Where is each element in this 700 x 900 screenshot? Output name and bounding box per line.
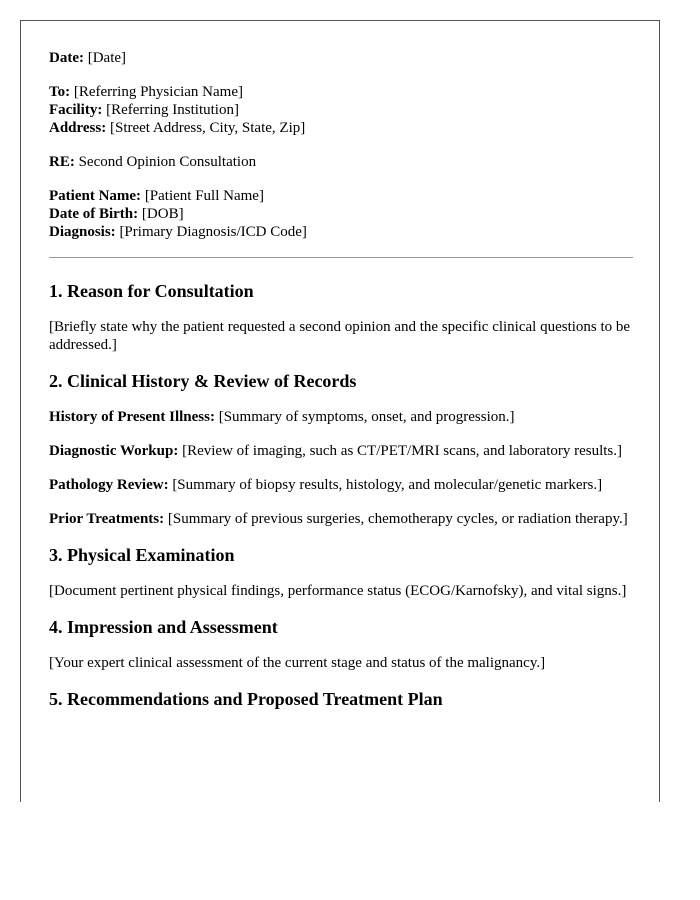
date-line	[49, 49, 633, 67]
letter-page	[20, 20, 660, 802]
prior-treatments-label: Prior Treatments:	[49, 511, 165, 527]
letter-content	[49, 49, 633, 710]
workup-value: [Review of imaging, such as CT/PET/MRI scans, and laboratory results.]	[182, 443, 623, 459]
prior-treatments-value: [Summary of previous surgeries, chemotherapy cycles, or radiation therapy.]	[167, 511, 628, 527]
pathology-paragraph	[49, 476, 633, 494]
diagnosis-line	[49, 223, 633, 241]
section-1-title: 1. Reason for Consultation	[49, 281, 254, 301]
section-1-body: [Briefly state why the patient requested a second opinion and the specific clinical questions to be addressed.]	[49, 319, 631, 353]
date-label: Date:	[49, 50, 84, 66]
facility-label: Facility:	[49, 102, 103, 118]
address-value: [Street Address, City, State, Zip]	[109, 120, 306, 136]
re-label: RE:	[49, 154, 75, 170]
section-4-title: 4. Impression and Assessment	[49, 617, 278, 637]
to-value: [Referring Physician Name]	[73, 84, 243, 100]
section-3-title: 3. Physical Examination	[49, 545, 235, 565]
facility-line	[49, 101, 633, 119]
dob-line	[49, 205, 633, 223]
diagnosis-label: Diagnosis:	[49, 224, 116, 240]
dob-value: [DOB]	[141, 206, 184, 222]
workup-paragraph	[49, 442, 633, 460]
to-label: To:	[49, 84, 71, 100]
section-3-body: [Document pertinent physical findings, performance status (ECOG/Karnofsky), and vital signs.]	[49, 583, 627, 599]
to-line	[49, 83, 633, 101]
section-2-title: 2. Clinical History & Review of Records	[49, 371, 357, 391]
section-divider	[49, 257, 633, 258]
date-value: [Date]	[87, 50, 127, 66]
diagnosis-value: [Primary Diagnosis/ICD Code]	[119, 224, 307, 240]
section-4-body: [Your expert clinical assessment of the current stage and status of the malignancy.]	[49, 655, 546, 671]
patient-name-label: Patient Name:	[49, 188, 142, 204]
prior-treatments-paragraph	[49, 510, 633, 528]
pathology-value: [Summary of biopsy results, histology, and molecular/genetic markers.]	[172, 477, 603, 493]
workup-label: Diagnostic Workup:	[49, 443, 179, 459]
section-5-title: 5. Recommendations and Proposed Treatment Plan	[49, 689, 443, 709]
address-line	[49, 119, 633, 137]
patient-name-line	[49, 187, 633, 205]
re-value: Second Opinion Consultation	[78, 154, 257, 170]
hpi-label: History of Present Illness:	[49, 409, 215, 425]
dob-label: Date of Birth:	[49, 206, 139, 222]
patient-name-value: [Patient Full Name]	[144, 188, 264, 204]
re-line	[49, 153, 633, 171]
hpi-value: [Summary of symptoms, onset, and progression.]	[218, 409, 515, 425]
facility-value: [Referring Institution]	[106, 102, 239, 118]
hpi-paragraph	[49, 408, 633, 426]
address-label: Address:	[49, 120, 107, 136]
pathology-label: Pathology Review:	[49, 477, 169, 493]
